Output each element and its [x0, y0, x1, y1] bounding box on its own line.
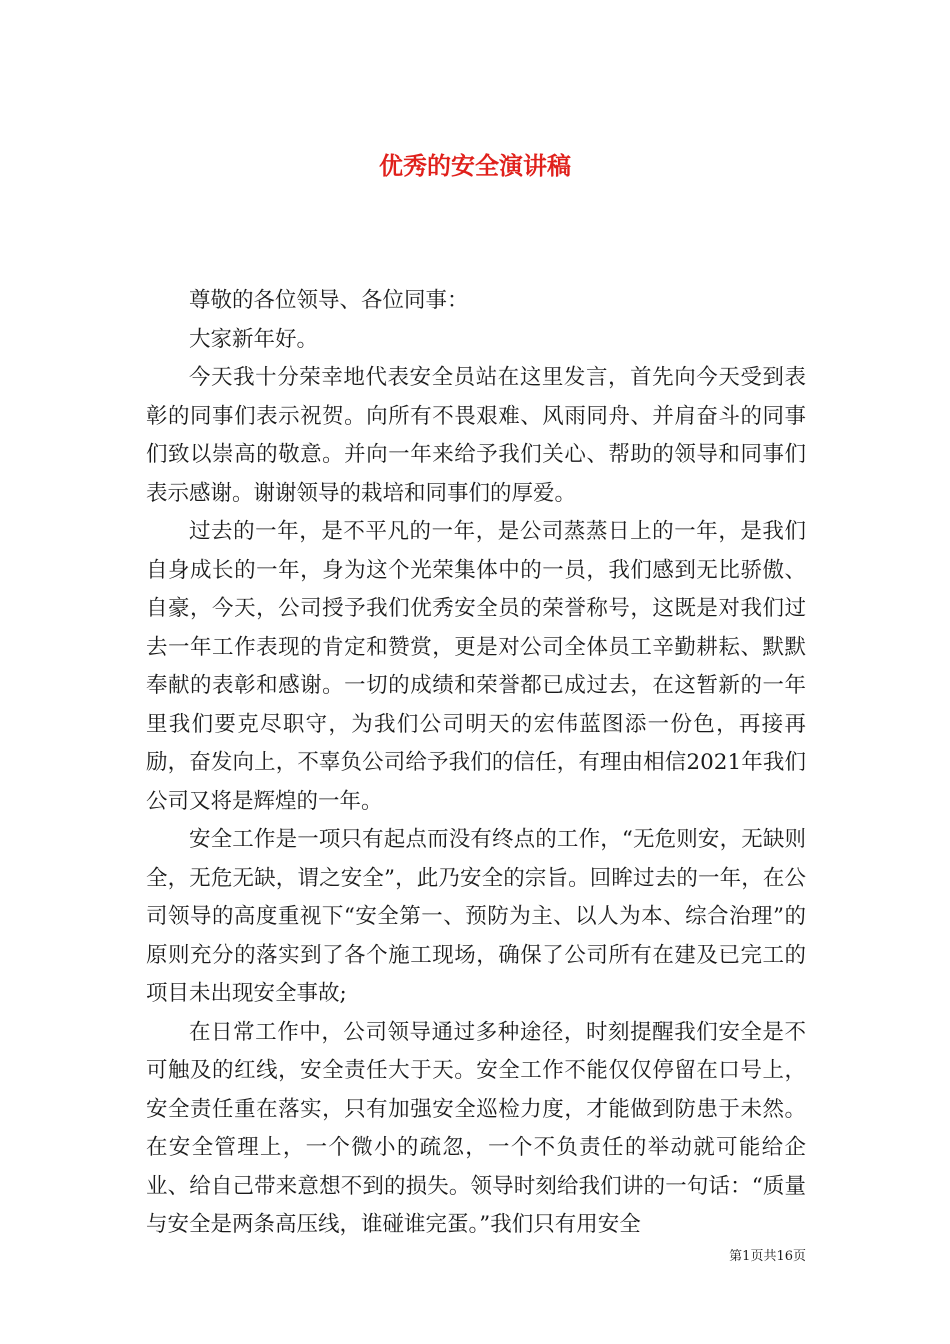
document-body	[146, 282, 806, 1245]
page-number: 第1页共16页	[729, 1249, 806, 1264]
document-title: 优秀的安全演讲稿	[379, 152, 571, 181]
paragraph: 过去的一年，是不平凡的一年，是公司蒸蒸日上的一年，是我们自身成长的一年，身为这个光荣集体中的一员，我们感到无比骄傲、自豪，今天，公司授予我们优秀安全员的荣誉称号，这既是对我们过去一年工作表现的肯定和赞赏，更是对公司全体员工辛勤耕耘、默默奉献的表彰和感谢。一切的成绩和荣誉都已成过去，在这暂新的一年里我们要克尽职守，为我们公司明天的宏伟蓝图添一份色，再接再励，奋发向上，不辜负公司给予我们的信任，有理由相信2021年我们公司又将是辉煌的一年。	[146, 519, 806, 814]
paragraph: 在日常工作中，公司领导通过多种途径，时刻提醒我们安全是不可触及的红线，安全责任大于天。安全工作不能仅仅停留在口号上，安全责任重在落实，只有加强安全巡检力度，才能做到防患于未然。在安全管理上，一个微小的疏忽，一个不负责任的举动就可能给企业、给自己带来意想不到的损失。领导时刻给我们讲的一句话：“质量与安全是两条高压线，谁碰谁完蛋。”我们只有用安全	[146, 1019, 806, 1237]
salutation: 尊敬的各位领导、各位同事：	[189, 288, 469, 313]
greeting: 大家新年好。	[189, 326, 319, 352]
paragraph: 安全工作是一项只有起点而没有终点的工作，“无危则安，无缺则全，无危无缺，谓之安全”，此乃安全的宗旨。回眸过去的一年，在公司领导的高度重视下“安全第一、预防为主、以人为本、综合治理”的原则充分的落实到了各个施工现场，确保了公司所有在建及已完工的项目未出现安全事故;	[146, 827, 806, 1006]
paragraph: 今天我十分荣幸地代表安全员站在这里发言，首先向今天受到表彰的同事们表示祝贺。向所有不畏艰难、风雨同舟、并肩奋斗的同事们致以崇高的敬意。并向一年来给予我们关心、帮助的领导和同事们表示感谢。谢谢领导的栽培和同事们的厚爱。	[146, 365, 806, 506]
